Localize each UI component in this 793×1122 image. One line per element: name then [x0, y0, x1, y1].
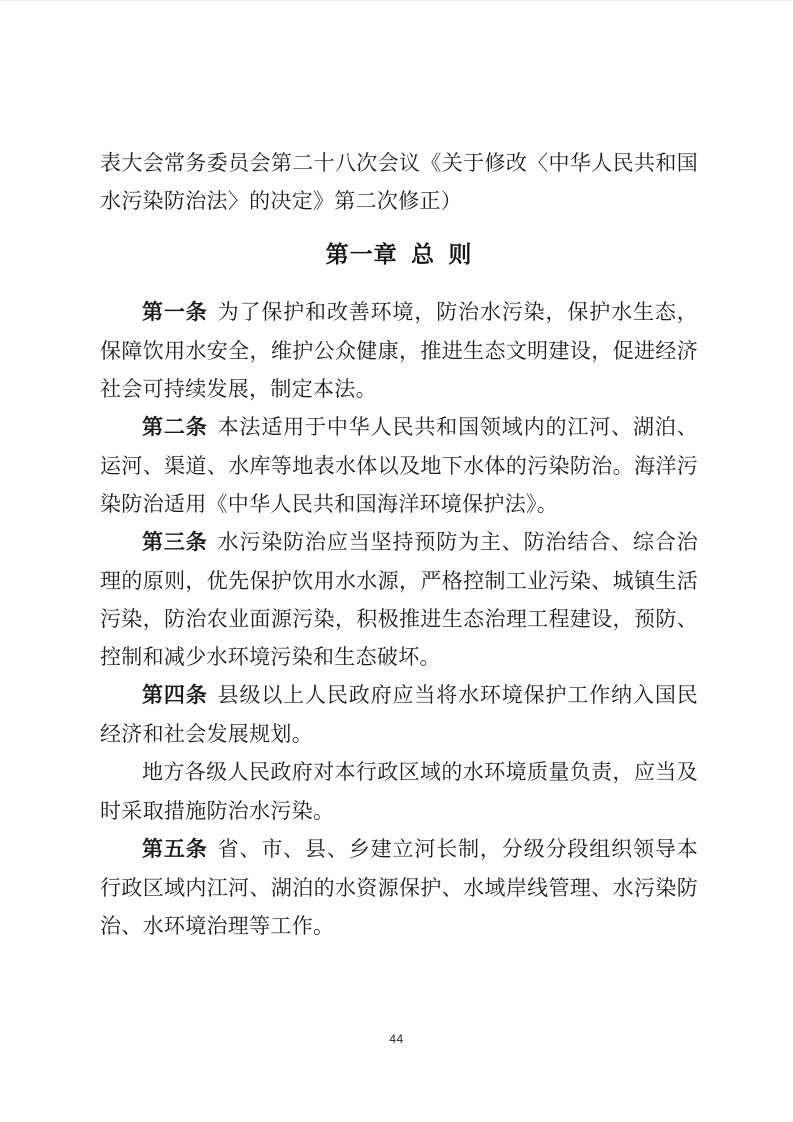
article-paragraph-4	[100, 676, 698, 753]
article-text-4: 县级以上人民政府应当将水环境保护工作纳入国民经济和社会发展规划。	[100, 683, 698, 746]
article-text-1: 为了保护和改善环境，防治水污染，保护水生态，保障饮用水安全，维护公众健康，推进生态文明建设，促进经济社会可持续发展，制定本法。	[100, 300, 698, 401]
article-text-5: 省、市、县、乡建立河长制，分级分段组织领导本行政区域内江河、湖泊的水资源保护、水域岸线管理、水污染防治、水环境治理等工作。	[100, 837, 698, 938]
article-paragraph-4-continued	[100, 753, 698, 830]
page-content	[100, 144, 698, 945]
article-text-3: 水污染防治应当坚持预防为主、防治结合、综合治理的原则，优先保护饮用水水源，严格控制工业污染、城镇生活污染，防治农业面源污染，积极推进生态治理工程建设，预防、控制和减少水环境污染和生态破坏。	[100, 530, 698, 669]
article-text-4-continued: 地方各级人民政府对本行政区域的水环境质量负责，应当及时采取措施防治水污染。	[100, 760, 698, 823]
article-number-3: 第三条	[142, 531, 208, 554]
article-number-1: 第一条	[142, 301, 208, 324]
chapter-heading: 第一章 总 则	[325, 241, 473, 267]
article-paragraph-2	[100, 408, 698, 523]
article-text-2: 本法适用于中华人民共和国领域内的江河、湖泊、运河、渠道、水库等地表水体以及地下水体的污染防治。海洋污染防治适用《中华人民共和国海洋环境保护法》。	[100, 415, 698, 516]
page-number: 44	[389, 1032, 404, 1046]
intro-continuation-paragraph: 表大会常务委员会第二十八次会议《关于修改〈中华人民共和国水污染防治法〉的决定》第二次修正）	[100, 151, 698, 213]
article-paragraph-5	[100, 830, 698, 945]
article-number-2: 第二条	[142, 416, 208, 439]
article-number-5: 第五条	[142, 838, 208, 861]
article-paragraph-3	[100, 523, 698, 676]
article-paragraph-1	[100, 293, 698, 408]
article-number-4: 第四条	[142, 684, 208, 707]
